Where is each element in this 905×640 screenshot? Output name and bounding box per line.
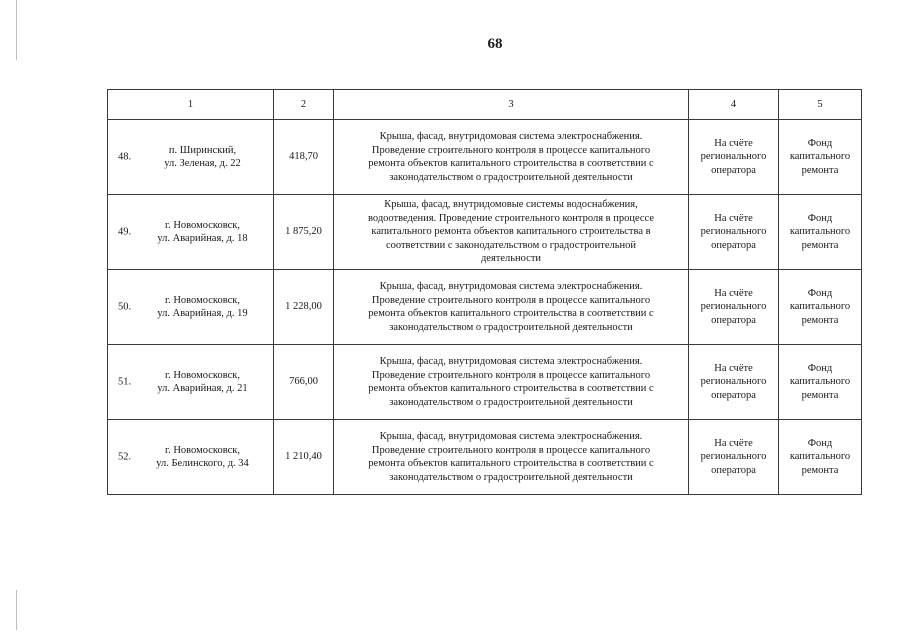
work-description-cell	[334, 270, 689, 345]
table-row	[108, 195, 862, 270]
row-number: 50.	[118, 301, 132, 313]
table-row	[108, 120, 862, 195]
row-number: 51.	[118, 376, 132, 388]
address-settlement: г. Новомосковск,	[164, 294, 241, 306]
fund-line: капитального	[789, 226, 851, 238]
page-number: 68	[487, 36, 503, 52]
work-description-line: Проведение строительного контроля в процессе капитального	[371, 444, 651, 456]
address	[112, 219, 269, 246]
fund-line: Фонд	[807, 287, 833, 299]
fund-line: капитального	[789, 451, 851, 463]
work-description-line: деятельности	[480, 253, 542, 265]
fund-line: Фонд	[807, 137, 833, 149]
work-description-line: законодательством о градостроительной деятельности	[389, 171, 633, 183]
fund-line: ремонта	[801, 239, 839, 251]
fund-cell	[779, 120, 862, 195]
address-street: ул. Аварийная, д. 19	[157, 308, 248, 319]
address-settlement: г. Новомосковск,	[164, 219, 241, 231]
work-description-line: соответствии с законодательством о градостроительной	[385, 239, 637, 251]
address-cell	[108, 345, 274, 420]
area-cell: 418,70	[274, 120, 334, 195]
row-number: 48.	[118, 151, 132, 163]
account-owner-line: регионального	[700, 151, 767, 163]
column-header: 2	[274, 90, 334, 120]
fund-line: Фонд	[807, 362, 833, 374]
account-owner-cell	[689, 420, 779, 495]
account-owner-line: На счёте	[714, 287, 753, 299]
address	[112, 144, 269, 171]
address-settlement: п. Ширинский,	[168, 144, 237, 156]
address	[112, 444, 269, 471]
account-owner-line: оператора	[711, 389, 756, 401]
work-description-line: Крыша, фасад, внутридомовая система электроснабжения.	[379, 431, 643, 442]
work-description-cell	[334, 420, 689, 495]
work-description-line: Крыша, фасад, внутридомовая система электроснабжения.	[379, 281, 643, 292]
fund-line: ремонта	[801, 389, 839, 401]
fund-line: капитального	[789, 376, 851, 388]
area-cell: 766,00	[274, 345, 334, 420]
register-table	[107, 89, 862, 495]
area-cell: 1 228,00	[274, 270, 334, 345]
account-owner-line: оператора	[711, 464, 756, 476]
account-owner-line: оператора	[711, 164, 756, 176]
area-cell: 1 210,40	[274, 420, 334, 495]
address-street: ул. Аварийная, д. 18	[157, 233, 248, 244]
address	[112, 294, 269, 321]
address-settlement: г. Новомосковск,	[164, 369, 241, 381]
work-description-line: ремонта объектов капитального строительства в соответствии с	[368, 158, 654, 169]
fund-line: Фонд	[807, 212, 833, 224]
work-description-line: капитального ремонта объектов капитального строительства в	[371, 226, 651, 238]
fund-line: ремонта	[801, 464, 839, 476]
work-description-cell	[334, 120, 689, 195]
work-description-line: законодательством о градостроительной деятельности	[389, 396, 633, 408]
account-owner-cell	[689, 195, 779, 270]
work-description-line: ремонта объектов капитального строительства в соответствии с	[368, 383, 654, 394]
table-row	[108, 270, 862, 345]
fund-cell	[779, 195, 862, 270]
table-row	[108, 420, 862, 495]
account-owner-line: регионального	[700, 301, 767, 313]
work-description-line: Проведение строительного контроля в процессе капитального	[371, 369, 651, 381]
row-number: 49.	[118, 226, 132, 238]
fund-cell	[779, 270, 862, 345]
account-owner-cell	[689, 270, 779, 345]
work-description-line: Проведение строительного контроля в процессе капитального	[371, 144, 651, 156]
work-description-line: водоотведения. Проведение строительного контроля в процессе	[367, 212, 655, 224]
scan-edge-mark-bottom	[16, 590, 17, 630]
column-header: 5	[779, 90, 862, 120]
address-cell	[108, 195, 274, 270]
work-description-cell	[334, 195, 689, 270]
table-row	[108, 345, 862, 420]
account-owner-cell	[689, 120, 779, 195]
column-header: 4	[689, 90, 779, 120]
fund-cell	[779, 345, 862, 420]
fund-line: Фонд	[807, 437, 833, 449]
column-header: 1	[108, 90, 274, 120]
address-settlement: г. Новомосковск,	[164, 444, 241, 456]
address	[112, 369, 269, 396]
account-owner-cell	[689, 345, 779, 420]
row-number: 52.	[118, 451, 132, 463]
fund-line: капитального	[789, 301, 851, 313]
fund-line: ремонта	[801, 164, 839, 176]
fund-line: ремонта	[801, 314, 839, 326]
address-street: ул. Зеленая, д. 22	[164, 158, 241, 169]
work-description-line: законодательством о градостроительной деятельности	[389, 471, 633, 483]
area-cell: 1 875,20	[274, 195, 334, 270]
work-description-line: ремонта объектов капитального строительства в соответствии с	[368, 308, 654, 319]
column-header: 3	[334, 90, 689, 120]
work-description-cell	[334, 345, 689, 420]
account-owner-line: оператора	[711, 314, 756, 326]
work-description-line: Крыша, фасад, внутридомовые системы водоснабжения,	[384, 199, 638, 211]
account-owner-line: На счёте	[714, 137, 753, 149]
work-description-line: Проведение строительного контроля в процессе капитального	[371, 294, 651, 306]
account-owner-line: регионального	[700, 226, 767, 238]
account-owner-line: регионального	[700, 376, 767, 388]
fund-line: капитального	[789, 151, 851, 163]
work-description-line: законодательством о градостроительной деятельности	[389, 321, 633, 333]
account-owner-line: На счёте	[714, 437, 753, 449]
account-owner-line: На счёте	[714, 212, 753, 224]
work-description-line: Крыша, фасад, внутридомовая система электроснабжения.	[379, 356, 643, 367]
address-street: ул. Белинского, д. 34	[156, 458, 249, 469]
account-owner-line: оператора	[711, 239, 756, 251]
work-description-line: ремонта объектов капитального строительства в соответствии с	[368, 458, 654, 469]
account-owner-line: регионального	[700, 451, 767, 463]
address-cell	[108, 270, 274, 345]
header-row	[108, 90, 862, 120]
fund-cell	[779, 420, 862, 495]
address-cell	[108, 120, 274, 195]
account-owner-line: На счёте	[714, 362, 753, 374]
work-description-line: Крыша, фасад, внутридомовая система электроснабжения.	[379, 131, 643, 142]
address-cell	[108, 420, 274, 495]
address-street: ул. Аварийная, д. 21	[157, 383, 248, 394]
